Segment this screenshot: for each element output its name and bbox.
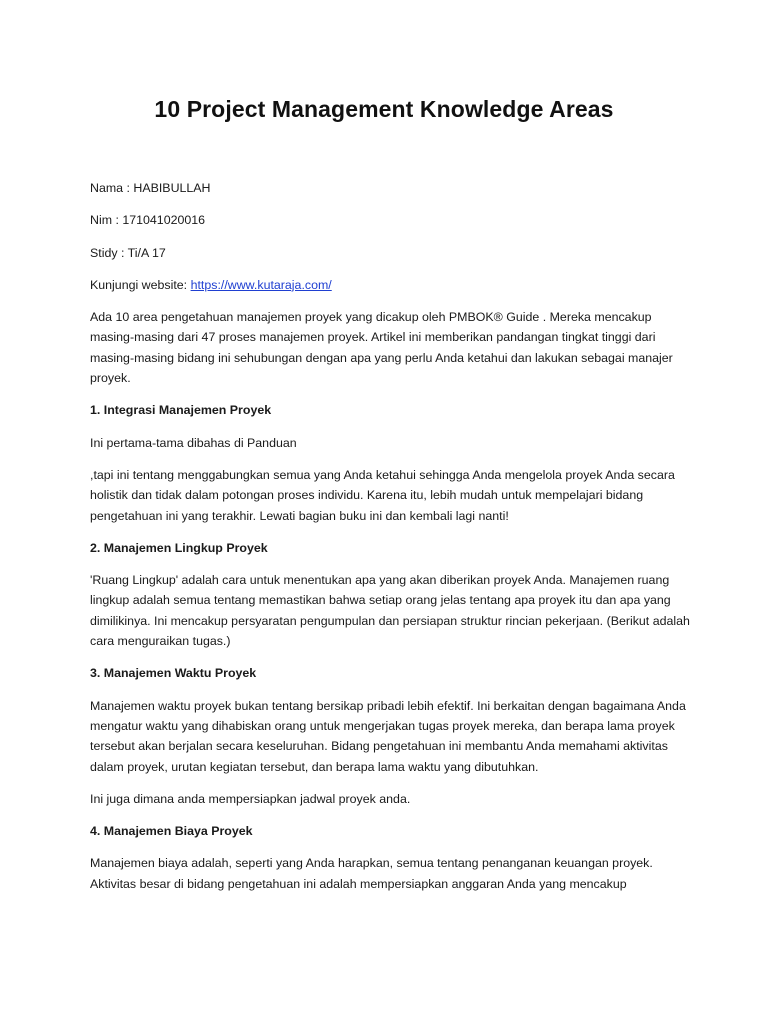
section-paragraph: Manajemen biaya adalah, seperti yang Anda harapkan, semua tentang penanganan keuangan proyek. Aktivitas besar di bidang pengetahuan ini adalah mempersiapkan anggaran Anda yang mencakup — [90, 856, 653, 891]
section-paragraph: Ini juga dimana anda mempersiapkan jadwal proyek anda. — [90, 791, 411, 806]
website-line — [90, 275, 690, 295]
section-paragraph: Ini pertama-tama dibahas di Panduan — [90, 435, 297, 450]
section-paragraph: Manajemen waktu proyek bukan tentang bersikap pribadi lebih efektif. Ini berkaitan dengan bagaimana Anda mengatur waktu yang dihabiskan orang untuk mengerjakan tugas proyek mereka, dan berapa lama proyek tersebut akan berjalan secara keseluruhan. Bidang pengetahuan ini membantu Anda memahami aktivitas dalam proyek, urutan kegiatan tersebut, dan berapa lama waktu yang dibutuhkan. — [90, 698, 686, 774]
section-heading: 4. Manajemen Biaya Proyek — [90, 824, 253, 839]
student-number: Nim : 171041020016 — [90, 213, 206, 228]
document-body — [90, 178, 690, 906]
intro-paragraph: Ada 10 area pengetahuan manajemen proyek yang dicakup oleh PMBOK® Guide . Mereka mencakup masing-masing dari 47 proses manajemen proyek. Artikel ini memberikan pandangan tingkat tinggi dari masing-masing bidang ini sehubungan dengan apa yang perlu Anda ketahui dan lakukan sebagai manajer proyek. — [90, 310, 673, 386]
section-heading: 2. Manajemen Lingkup Proyek — [90, 540, 268, 555]
section-paragraph: 'Ruang Lingkup' adalah cara untuk menentukan apa yang akan diberikan proyek Anda. Manajemen ruang lingkup adalah semua tentang memastikan bahwa setiap orang jelas tentang apa proyek itu dan apa yang dimilikinya. Ini mencakup persyaratan pengumpulan dan persiapan struktur rincian pekerjaan. (Berikut adalah cara menguraikan tugas.) — [90, 573, 690, 649]
website-link[interactable]: https://www.kutaraja.com/ — [190, 277, 332, 292]
page-title: 10 Project Management Knowledge Areas — [154, 96, 614, 122]
author-name: Nama : HABIBULLAH — [90, 181, 211, 195]
section-paragraph: ,tapi ini tentang menggabungkan semua yang Anda ketahui sehingga Anda mengelola proyek Anda secara holistik dan tidak dalam potongan proses individu. Karena itu, lebih mudah untuk mempelajari bidang pengetahuan ini yang terakhir. Lewati bagian buku ini dan kembali lagi nanti! — [90, 467, 675, 523]
website-label: Kunjungi website: — [90, 277, 191, 292]
section-heading: 1. Integrasi Manajemen Proyek — [90, 403, 272, 418]
section-heading: 3. Manajemen Waktu Proyek — [90, 666, 257, 681]
study-program: Stidy : Ti/A 17 — [90, 245, 166, 260]
